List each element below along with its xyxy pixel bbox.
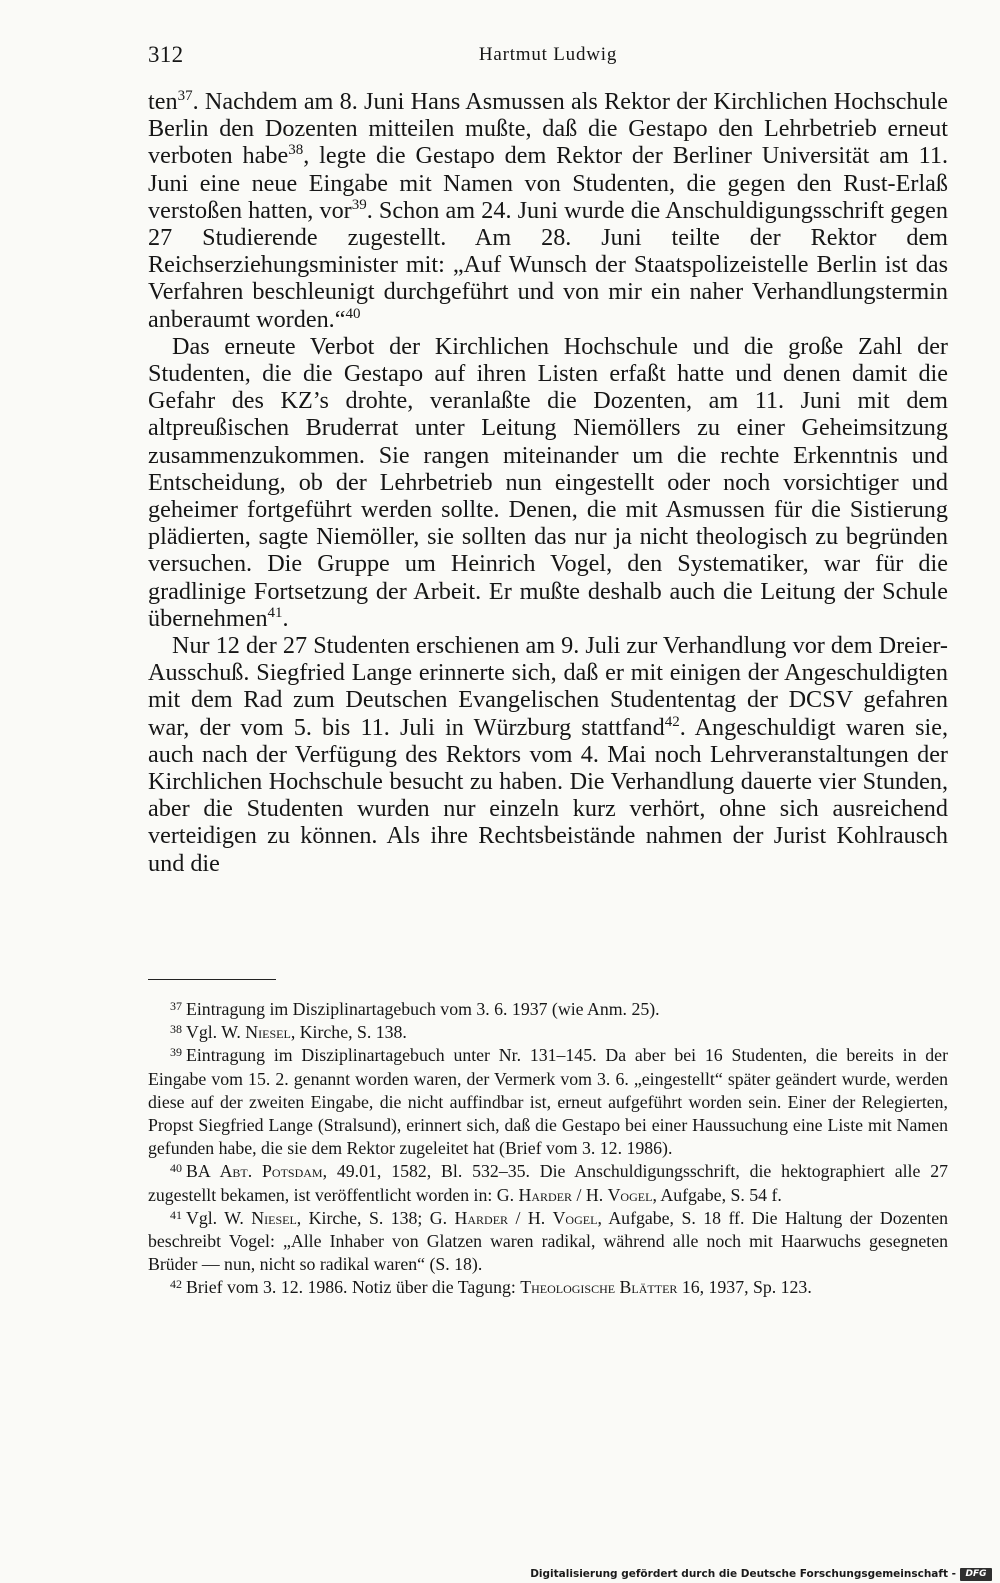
page-number: 312 [148,42,184,67]
text-run: , Kirche, S. 138. [290,1022,407,1043]
small-caps-name: Harder [518,1184,573,1205]
text-run: , Aufgabe, S. 18 ff. Die Haltung der Dozenten beschreibt Vogel: „Alle Inhaber von Glatzen waren radikal, während alle noch mit Haarwuchs gesegneten Brüder — nun, nicht so radikal waren“ (S. 18). [148,1207,948,1275]
text-run: Eintragung im Disziplinartagebuch unter Nr. 131–145. Da aber bei 16 Studenten, die bereits in der Eingabe vom 15. 2. genannt worden waren, der Vermerk vom 3. 6. „eingestellt“ später geändert wurde, werden diese auf der zweiten Eingabe, die nicht auffindbar ist, erneut aufgeführt worden sein. Einer der Relegierten, Propst Siegfried Lange (Stralsund), erinnert sich, daß die Gestapo bei einer Haussuchung eine Liste mit Namen gefunden habe, die sie dem Rektor zugeleitet hat (Brief vom 3. 12. 1986). [148,1045,948,1159]
footnote-reference: 41 [267,604,283,621]
footnote-reference: 38 [288,142,304,159]
dfg-logo: DFG [960,1568,992,1581]
footnote-number: 41 [170,1207,182,1222]
text-run: 16, 1937, Sp. 123. [677,1277,812,1298]
small-caps-name: Harder [454,1207,509,1228]
text-run: / H. [572,1184,608,1205]
text-run: . Nachdem am 8. Juni Hans Asmussen als Rektor der Kirchlichen Hochschule Berlin den Dozenten mitteilen mußte, daß die Gestapo den Lehrbetrieb erneut verboten habe [148,88,948,170]
footnote-number: 40 [170,1161,182,1176]
text-run: BA [186,1161,220,1182]
small-caps-name: Niesel [251,1207,297,1228]
paragraph [148,632,948,877]
footnote [148,1160,948,1206]
text-run: Eintragung im Disziplinartagebuch vom 3. 6. 1937 (wie Anm. 25). [186,999,660,1019]
text-run: ten [148,88,178,115]
footnote [148,1276,948,1299]
page-header [148,42,948,72]
text-run: . Schon am 24. Juni wurde die Anschuldigungsschrift gegen 27 Studierende zugestellt. Am 28. Juni teilte der Rektor dem Reichserziehungsminister mit: „Auf Wunsch der Staatspolizeistelle Berlin ist das Verfahren beschleunigt durchgeführt und von mir ein naher Verhandlungstermin anberaumt worden.“ [148,196,949,333]
small-caps-name: Niesel [245,1022,291,1043]
running-head: Hartmut Ludwig [478,44,618,65]
footnote-reference: 40 [345,305,361,322]
footnote-number: 42 [170,1277,182,1292]
text-run: , Aufgabe, S. 54 f. [652,1184,782,1205]
small-caps-name: Vogel [607,1184,653,1205]
footnote [148,1044,948,1160]
footnote-separator [148,979,276,980]
text-run: , Kirche, S. 138; G. [296,1207,455,1228]
paragraph [148,88,948,333]
text-run: . Angeschuldigt waren sie, auch nach der Verfügung des Rektors vom 4. Mai noch Lehrveranstaltungen der Kirchlichen Hochschule besucht zu haben. Die Verhandlung dauerte vier Stunden, aber die Studenten wurden nur einzeln kurz verhört, ohne sich ausreichend verteidigen zu können. Als ihre Rechtsbeistände nahmen der Jurist Kohlrausch und die [148,713,948,877]
text-run: Brief vom 3. 12. 1986. Notiz über die Tagung: [186,1277,521,1298]
small-caps-name: Abt. Potsdam [219,1161,323,1182]
footnote [148,1021,948,1044]
text-run: Nur 12 der 27 Studenten erschienen am 9. Juli zur Verhandlung vor dem Dreier-Ausschuß. Siegfried Lange erinnerte sich, daß er mit einigen der Angeschuldigten mit dem Rad zum Deutschen Evangelischen Studententag der DCSV gefahren war, der vom 5. bis 11. Juli in Würzburg stattfand [148,632,948,741]
footnote-reference: 39 [351,196,367,213]
small-caps-name: Vogel [552,1207,598,1228]
footnote-number: 38 [170,1022,182,1037]
text-run: Vgl. W. [186,1022,246,1043]
text-run: Das erneute Verbot der Kirchlichen Hochschule und die große Zahl der Studenten, die die Gestapo auf ihren Listen erfaßt hatte und denen damit die Gefahr des KZ’s drohte, veranlaßte die Dozenten, am 11. Juni mit dem altpreußischen Bruderrat unter Leitung Niemöllers zu einer Geheimsitzung zusammenzukommen. Sie rangen miteinander um die rechte Erkenntnis und Entscheidung, ob der Lehrbetrieb nun eingestellt oder noch vorsichtiger und geheimer fortgeführt werden sollte. Denen, die mit Asmussen für die Sistierung plädierten, sagte Niemöller, sie sollten das nur ja nicht theologisch zu begründen versuchen. Die Gruppe um Heinrich Vogel, den Systematiker, war für die gradlinige Fortsetzung der Arbeit. Er mußte deshalb auch die Leitung der Schule übernehmen [148,332,948,632]
paragraph [148,333,948,632]
text-run: . [282,604,289,632]
text-run: / H. [508,1207,553,1228]
footnote [148,1207,948,1277]
text-run: , 49.01, 1582, Bl. 532–35. Die Anschuldigungsschrift, die hektographiert alle 27 zugestellt bekamen, ist veröffentlicht worden in: G. [148,1161,948,1205]
text-run: , legte die Gestapo dem Rektor der Berliner Universität am 11. Juni eine neue Eingabe mit Namen von Studenten, die gegen den Rust-Erlaß verstoßen hatten, vor [148,142,949,224]
footnote-number: 37 [170,999,182,1013]
main-text [148,88,948,877]
footnotes [148,998,948,1300]
footnote-reference: 42 [664,713,680,730]
small-caps-name: Theologische Blätter [520,1277,678,1298]
digitization-credit: Digitalisierung gefördert durch die Deutsche Forschungsgemeinschaft - [530,1568,956,1580]
footnote [148,998,948,1021]
footnote-reference: 37 [177,88,193,104]
text-run: Vgl. W. [186,1207,252,1228]
footnote-number: 39 [170,1045,182,1060]
